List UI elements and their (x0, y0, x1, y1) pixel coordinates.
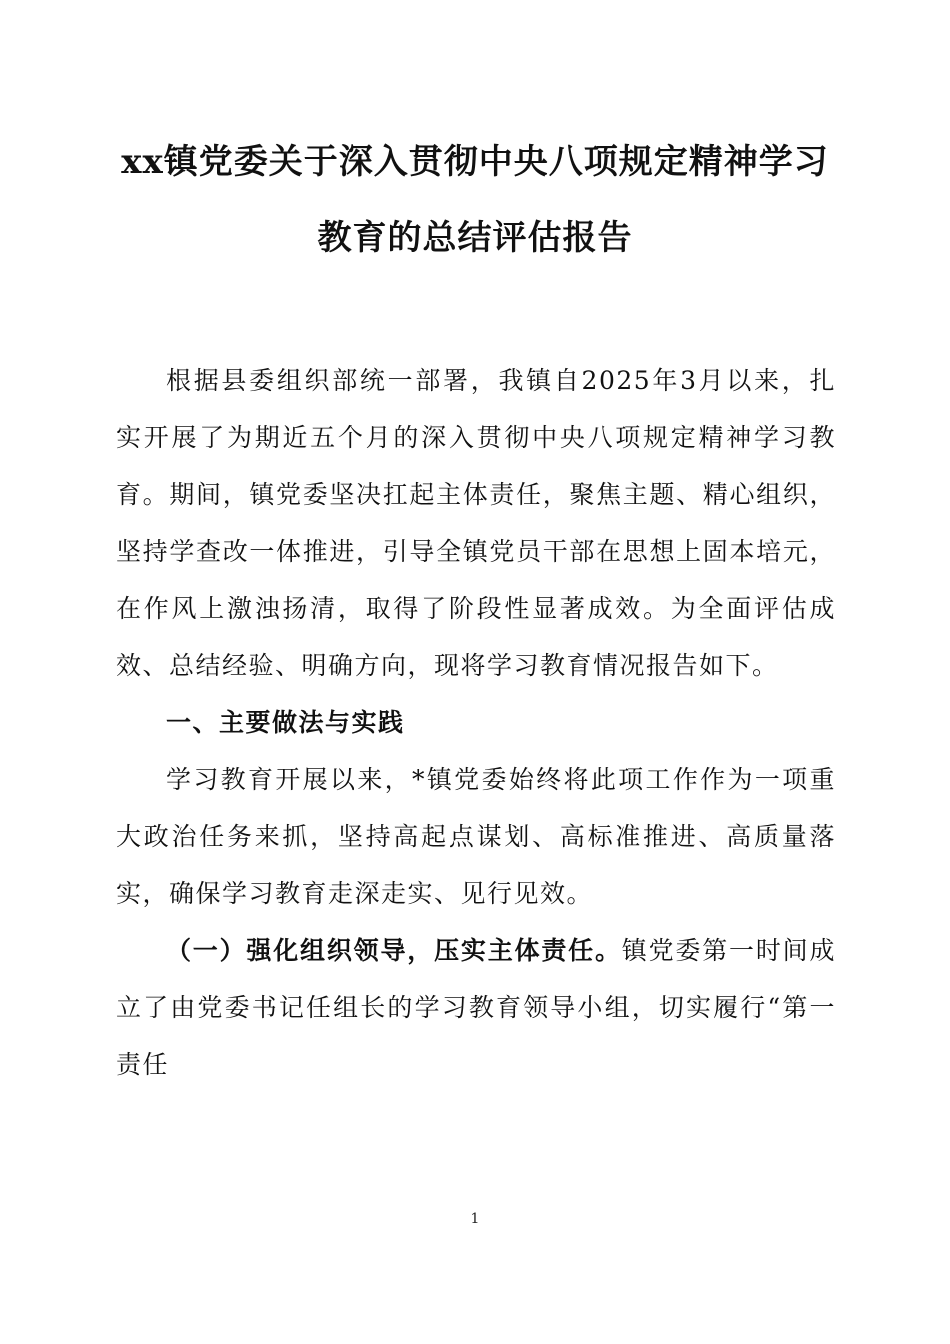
page-number: 1 (470, 1211, 480, 1227)
document-title-line-1: xx镇党委关于深入贯彻中央八项规定精神学习 (121, 142, 829, 182)
subsection-1-text: 镇党委第一时间成立了由党委书记任组长的学习教育领导小组，切实履行“第一责任 (116, 936, 836, 1079)
section-1-heading: 一、主要做法与实践 (166, 708, 405, 737)
subsection-1-paragraph (116, 922, 836, 1093)
intro-paragraph: 根据县委组织部统一部署，我镇自2025年3月以来，扎实开展了为期近五个月的深入贯彻中央八项规定精神学习教育。期间，镇党委坚决扛起主体责任，聚焦主题、精心组织，坚持学查改一体推进，引导全镇党员干部在思想上固本培元，在作风上激浊扬清，取得了阶段性显著成效。为全面评估成效、总结经验、明确方向，现将学习教育情况报告如下。 (116, 366, 836, 680)
document-title-line-2: 教育的总结评估报告 (317, 218, 633, 258)
subsection-1-lead: （一）强化组织领导，压实主体责任。 (166, 936, 622, 965)
document-body (116, 352, 836, 1093)
section-1-paragraph: 学习教育开展以来，*镇党委始终将此项工作作为一项重大政治任务来抓，坚持高起点谋划、高标准推进、高质量落实，确保学习教育走深走实、见行见效。 (116, 765, 836, 908)
